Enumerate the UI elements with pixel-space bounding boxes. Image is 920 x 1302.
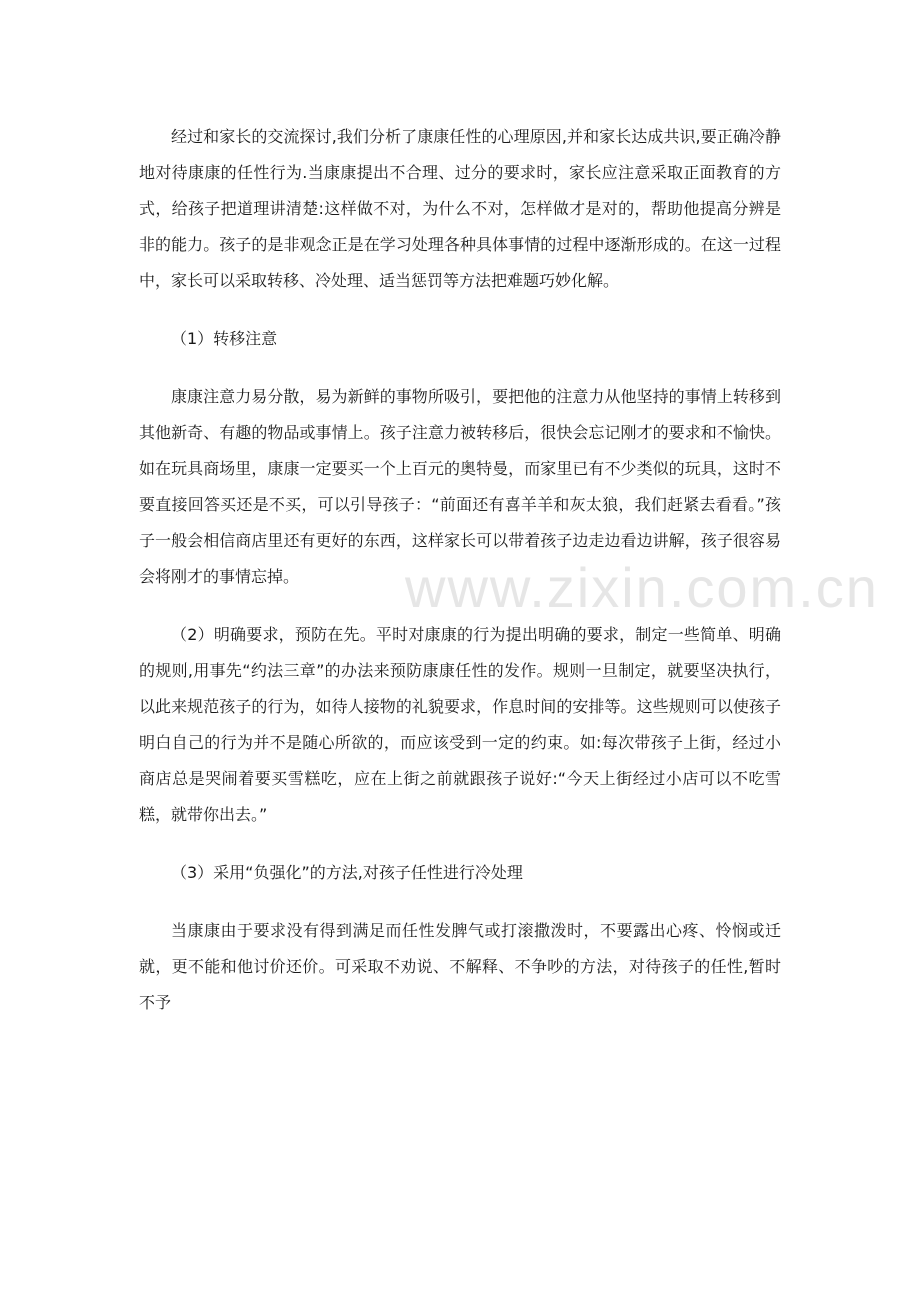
heading-shift-attention: （1）转移注意: [171, 329, 278, 348]
paragraph-shift-attention: 康康注意力易分散，易为新鲜的事物所吸引，要把他的注意力从他坚持的事情上转移到其他新奇、有趣的物品或事情上。孩子注意力被转移后，很快会忘记刚才的要求和不愉快。如在玩具商场里，康康一定要买一个上百元的奥特曼，而家里已有不少类似的玩具，这时不要直接回答买还是不买，可以引导孩子：“前面还有喜羊羊和灰太狼，我们赶紧去看看。”孩子一般会相信商店里还有更好的东西，这样家长可以带着孩子边走边看边讲解，孩子很容易会将刚才的事情忘掉。: [139, 387, 781, 586]
document-body: [139, 119, 781, 1043]
paragraph-cold-treatment: 当康康由于要求没有得到满足而任性发脾气或打滚撒泼时，不要露出心疼、怜悯或迁就，更不能和他讨价还价。可采取不劝说、不解释、不争吵的方法，对待孩子的任性,暂时不予: [139, 921, 781, 1012]
watermark-text: www.zixin.com.cn: [405, 556, 879, 619]
paragraph-clear-rules: （2）明确要求，预防在先。平时对康康的行为提出明确的要求，制定一些简单、明确的规则,用事先“约法三章”的办法来预防康康任性的发作。规则一旦制定，就要坚决执行，以此来规范孩子的行为，如待人接物的礼貌要求，作息时间的安排等。这些规则可以使孩子明白自己的行为并不是随心所欲的，而应该受到一定的约束。如:每次带孩子上街，经过小商店总是哭闹着要买雪糕吃，应在上街之前就跟孩子说好:“今天上街经过小店可以不吃雪糕，就带你出去。”: [139, 625, 781, 824]
heading-negative-reinforcement: （3）采用“负强化”的方法,对孩子任性进行冷处理: [171, 863, 523, 882]
paragraph-intro: 经过和家长的交流探讨,我们分析了康康任性的心理原因,并和家长达成共识,要正确冷静地对待康康的任性行为.当康康提出不合理、过分的要求时，家长应注意采取正面教育的方式，给孩子把道理讲清楚:这样做不对，为什么不对，怎样做才是对的，帮助他提高分辨是非的能力。孩子的是非观念正是在学习处理各种具体事情的过程中逐渐形成的。在这一过程中，家长可以采取转移、冷处理、适当惩罚等方法把难题巧妙化解。: [139, 127, 781, 290]
